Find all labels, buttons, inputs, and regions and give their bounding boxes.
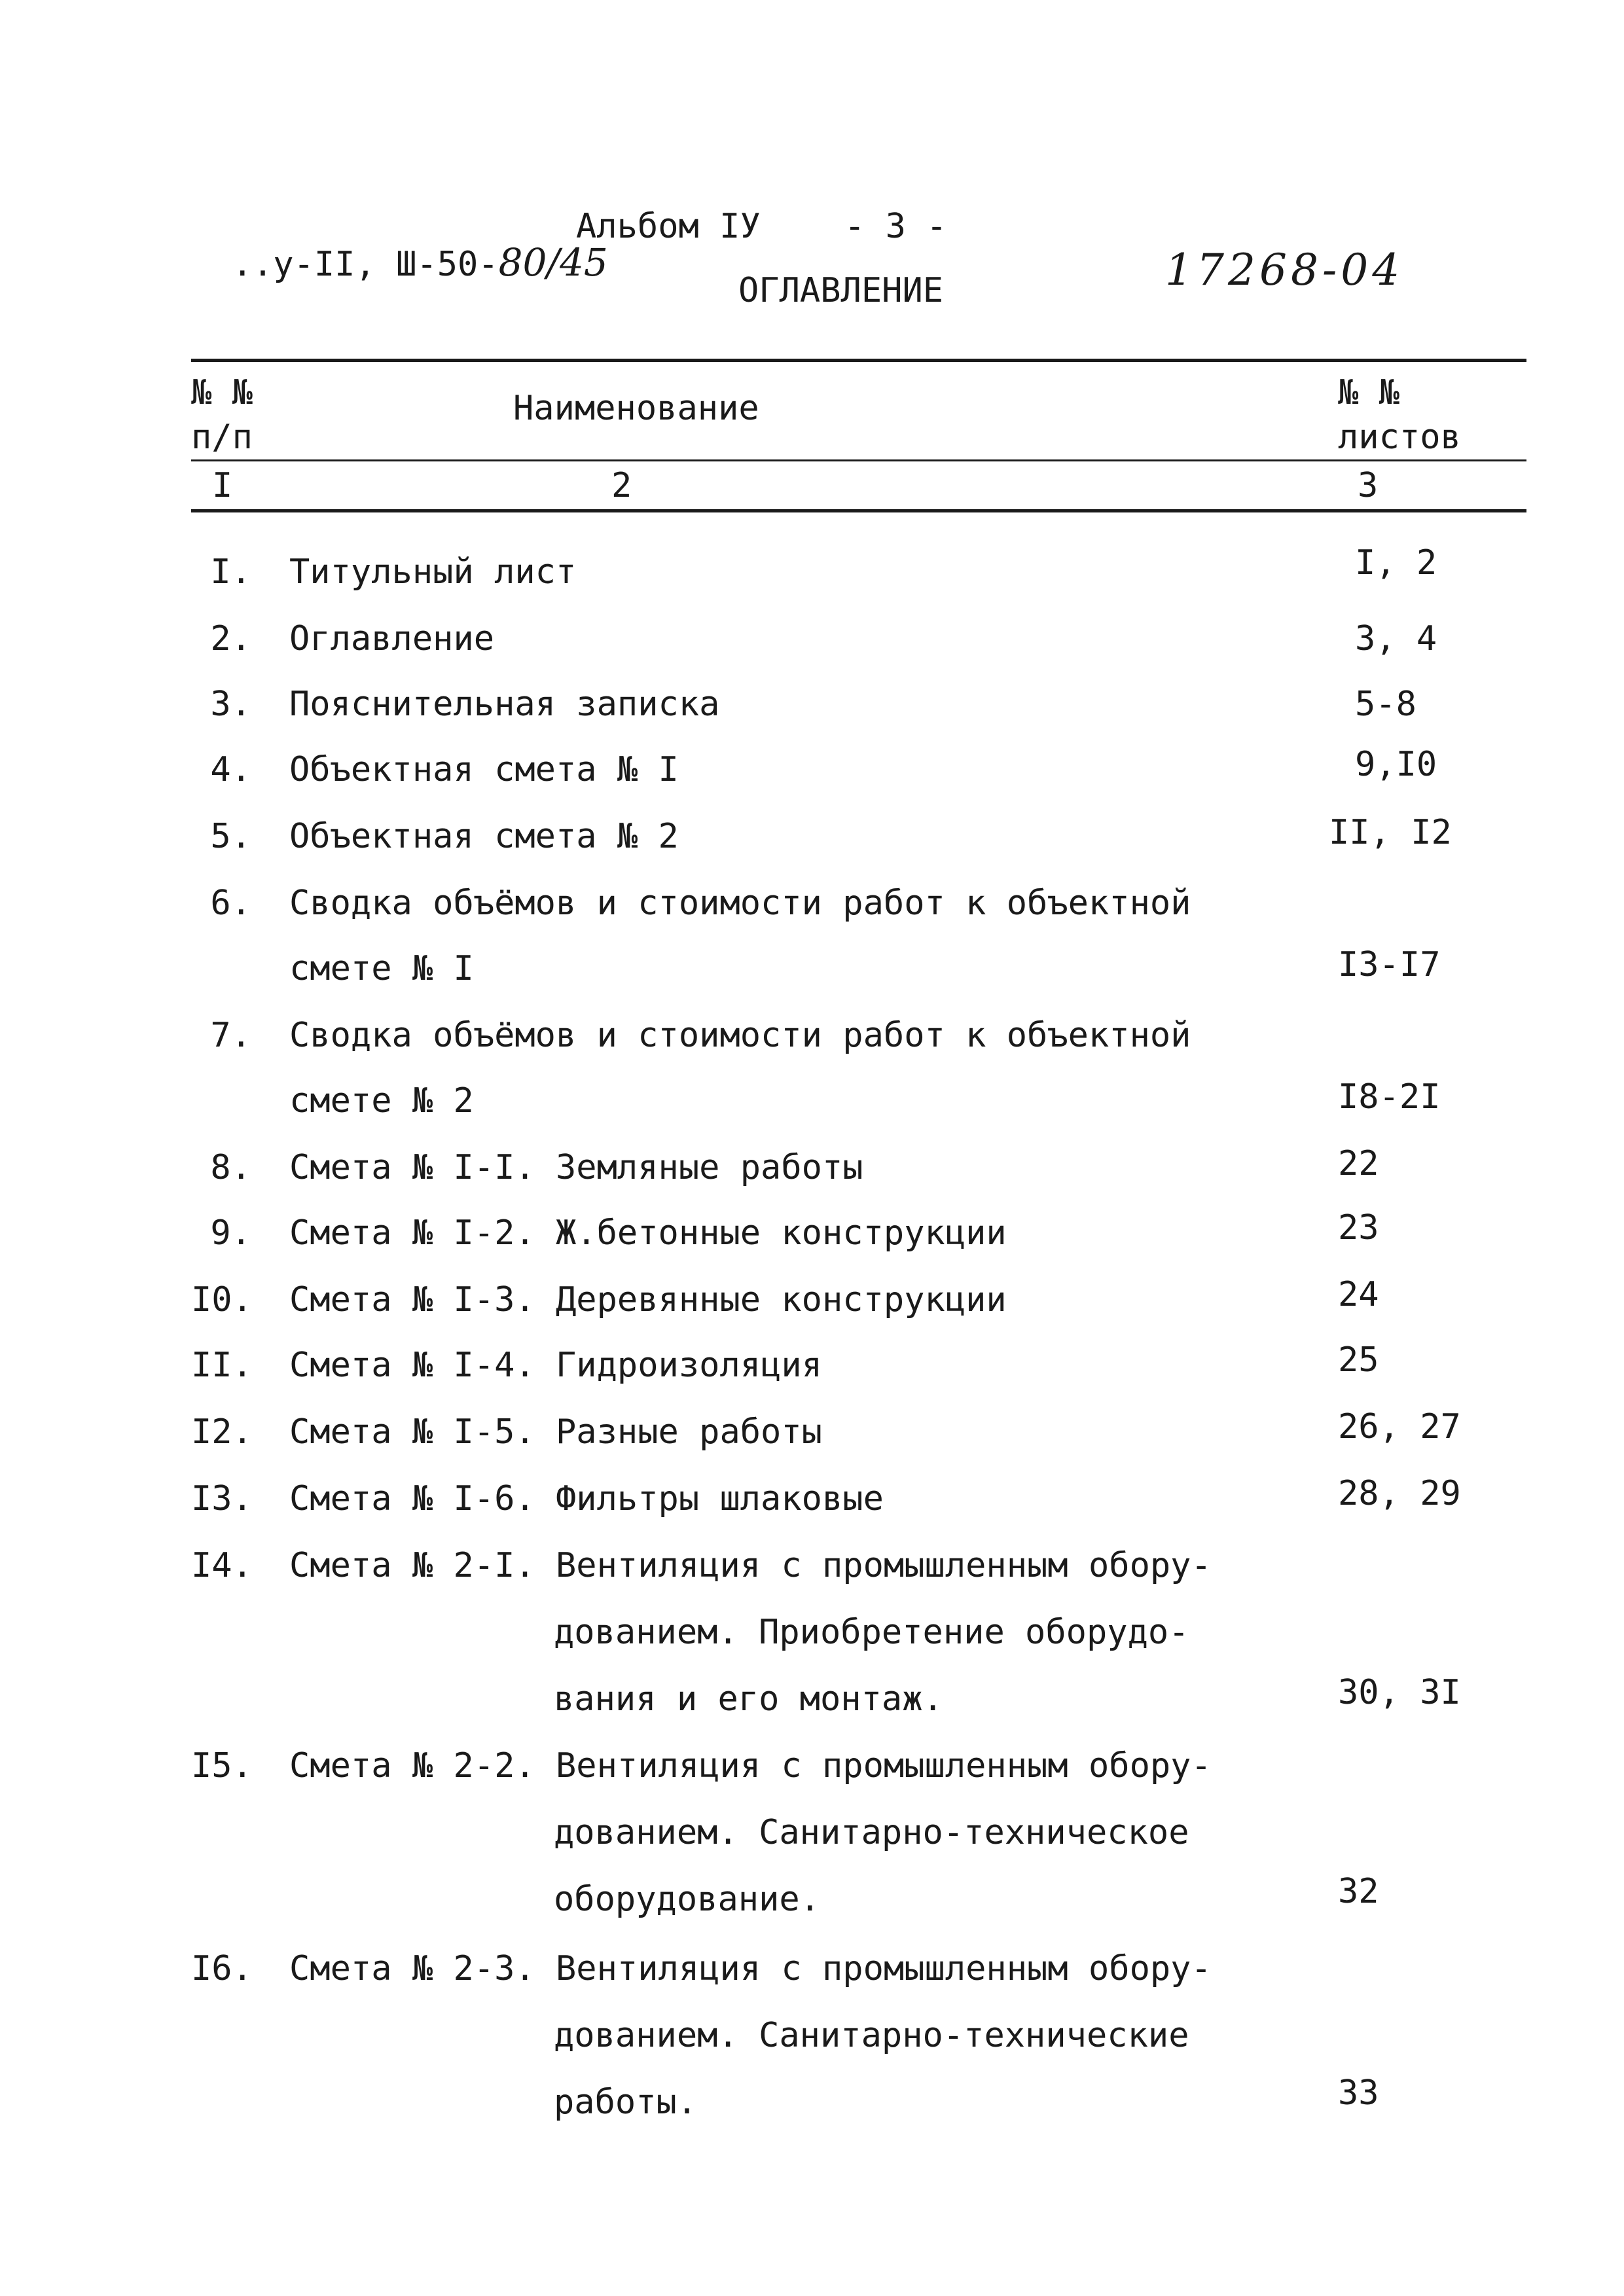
row-sheets: 24: [1338, 1275, 1379, 1314]
col3-header-line2: листов: [1338, 418, 1461, 457]
row-number: I4.: [191, 1546, 253, 1585]
album-label: Альбом IУ: [576, 207, 761, 246]
row-number: 2.: [210, 619, 251, 658]
row-number: I6.: [191, 1949, 253, 1988]
row-title: Объектная смета № I: [289, 750, 679, 789]
row-sheets: I8-2I: [1338, 1077, 1441, 1117]
page-number: - 3 -: [844, 207, 947, 246]
row-title-continuation: оборудование.: [554, 1880, 820, 1919]
stamp-number: 17268-04: [1165, 245, 1404, 295]
row-number: I5.: [191, 1746, 253, 1785]
row-title: Смета № 2-2. Вентиляция с промышленным обору-: [289, 1746, 1212, 1785]
row-title-continuation: смете № I: [289, 949, 474, 988]
document-code-typed: ..у-II, Ш-50-: [232, 245, 499, 284]
row-sheets: 22: [1338, 1144, 1379, 1183]
row-sheets: 9,I0: [1355, 745, 1437, 784]
row-sheets: 25: [1338, 1340, 1379, 1380]
row-number: 5.: [210, 817, 251, 856]
row-title: Пояснительная записка: [289, 685, 720, 724]
row-title: Смета № 2-I. Вентиляция с промышленным обору-: [289, 1546, 1212, 1585]
row-title: Смета № I-5. Разные работы: [289, 1412, 822, 1452]
col2-number: 2: [611, 466, 632, 505]
row-title: Титульный лист: [289, 552, 577, 592]
row-sheets: 28, 29: [1338, 1474, 1461, 1513]
row-title: Сводка объёмов и стоимости работ к объектной: [289, 1016, 1191, 1055]
row-title: Сводка объёмов и стоимости работ к объектной: [289, 884, 1191, 923]
document-code: [191, 209, 608, 285]
col1-header-line1: № №: [191, 373, 253, 412]
table-top-rule: [191, 359, 1526, 362]
col3-header-line1: № №: [1338, 373, 1399, 412]
col3-number: 3: [1358, 466, 1379, 505]
row-number: 6.: [210, 884, 251, 923]
row-title: Смета № I-2. Ж.бетонные конструкции: [289, 1213, 1007, 1253]
document-code-handwritten: 80/45: [498, 240, 608, 285]
row-number: 9.: [210, 1213, 251, 1253]
page-title: ОГЛАВЛЕНИЕ: [738, 271, 944, 310]
row-number: I2.: [191, 1412, 253, 1452]
row-number: I3.: [191, 1479, 253, 1518]
row-sheets: 5-8: [1355, 685, 1416, 724]
row-sheets: 26, 27: [1338, 1407, 1461, 1446]
row-sheets: 33: [1338, 2073, 1379, 2113]
row-title: Объектная смета № 2: [289, 817, 679, 856]
row-number: 4.: [210, 750, 251, 789]
row-title: Смета № I-3. Деревянные конструкции: [289, 1280, 1007, 1319]
row-sheets: 3, 4: [1355, 619, 1437, 658]
row-title-continuation: дованием. Санитарно-технические: [554, 2016, 1189, 2055]
col2-header: Наименование: [513, 389, 759, 428]
row-sheets: I3-I7: [1338, 945, 1441, 984]
row-title-continuation: вания и его монтаж.: [554, 1679, 943, 1719]
table-header-rule: [191, 459, 1526, 461]
row-title-continuation: работы.: [554, 2083, 698, 2122]
row-sheets: I, 2: [1355, 543, 1437, 583]
row-number: II.: [191, 1346, 253, 1385]
row-sheets: 32: [1338, 1872, 1379, 1911]
row-title-continuation: дованием. Санитарно-техническое: [554, 1813, 1189, 1852]
row-title-continuation: дованием. Приобретение оборудо-: [554, 1613, 1189, 1652]
row-sheets: 23: [1338, 1208, 1379, 1247]
row-number: 8.: [210, 1148, 251, 1187]
row-number: I.: [210, 552, 251, 592]
col1-header-line2: п/п: [191, 418, 253, 457]
row-title-continuation: смете № 2: [289, 1081, 474, 1121]
row-number: 3.: [210, 685, 251, 724]
row-title: Смета № 2-3. Вентиляция с промышленным обору-: [289, 1949, 1212, 1988]
row-title: Смета № I-4. Гидроизоляция: [289, 1346, 822, 1385]
table-numbering-rule: [191, 509, 1526, 512]
row-number: 7.: [210, 1016, 251, 1055]
row-title: Смета № I-6. Фильтры шлаковые: [289, 1479, 884, 1518]
row-title: Смета № I-I. Земляные работы: [289, 1148, 863, 1187]
col1-number: I: [212, 466, 233, 505]
row-sheets: II, I2: [1329, 813, 1452, 852]
row-sheets: 30, 3I: [1338, 1673, 1461, 1712]
row-number: I0.: [191, 1280, 253, 1319]
row-title: Оглавление: [289, 619, 495, 658]
